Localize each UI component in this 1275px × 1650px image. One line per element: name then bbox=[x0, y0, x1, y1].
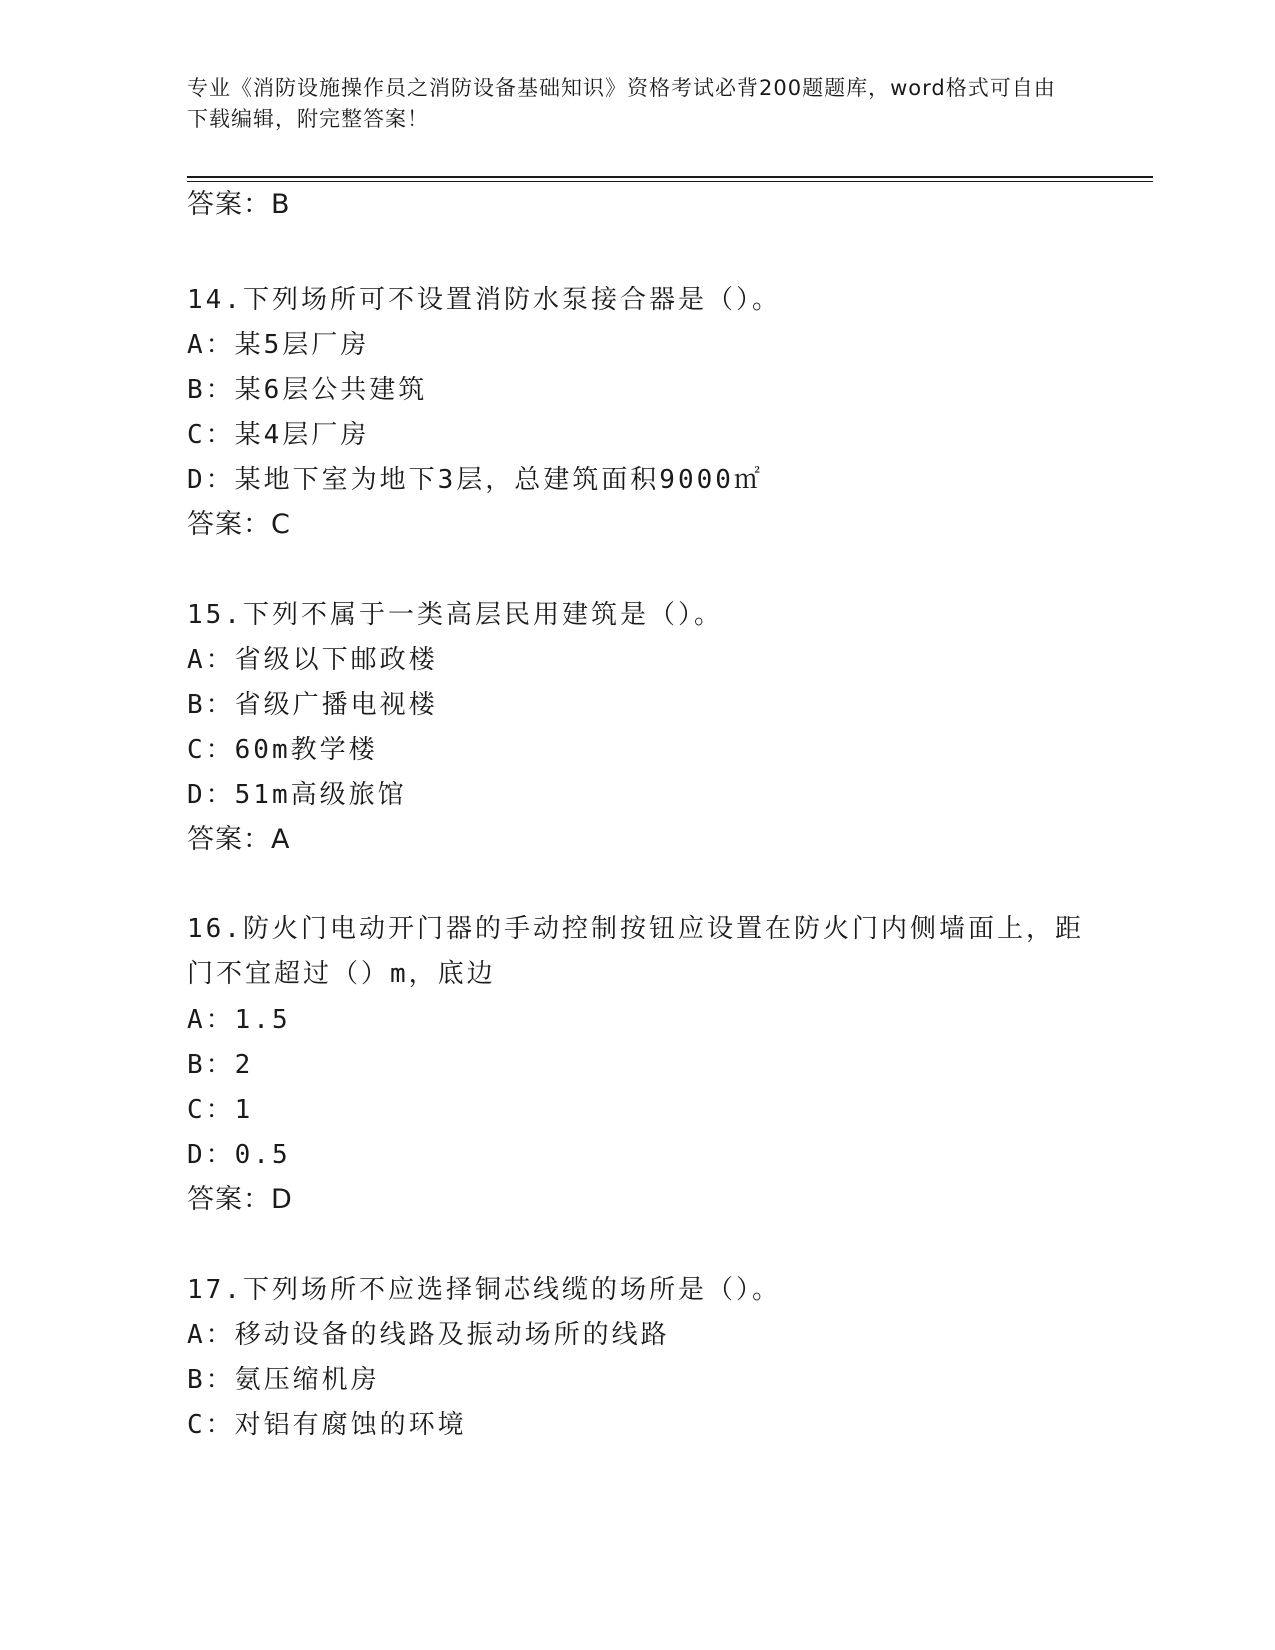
question-15-option-a: A：省级以下邮政楼 bbox=[187, 645, 438, 675]
header-divider bbox=[187, 176, 1153, 178]
question-15-answer: 答案：A bbox=[187, 824, 291, 855]
question-15-stem: 15.下列不属于一类高层民用建筑是（）。 bbox=[187, 600, 723, 630]
question-15-option-b: B：省级广播电视楼 bbox=[187, 690, 438, 720]
question-17-stem: 17.下列场所不应选择铜芯线缆的场所是（）。 bbox=[187, 1275, 781, 1305]
question-15-option-d: D：51m高级旅馆 bbox=[187, 780, 407, 810]
question-17-option-b: B：氨压缩机房 bbox=[187, 1365, 380, 1395]
question-14-stem: 14.下列场所可不设置消防水泵接合器是（）。 bbox=[187, 285, 781, 315]
question-14-answer: 答案：C bbox=[187, 509, 291, 540]
question-16-option-d: D：0.5 bbox=[187, 1140, 291, 1170]
question-14-option-b: B：某6层公共建筑 bbox=[187, 375, 428, 405]
question-16-option-a: A：1.5 bbox=[187, 1005, 291, 1035]
question-14-option-c: C：某4层厂房 bbox=[187, 420, 370, 450]
question-14-option-d: D：某地下室为地下3层，总建筑面积9000㎡ bbox=[187, 465, 763, 495]
question-16-option-b: B：2 bbox=[187, 1050, 254, 1080]
question-14-option-a: A：某5层厂房 bbox=[187, 330, 370, 360]
header-divider-thin bbox=[187, 181, 1153, 182]
answer-13: 答案：B bbox=[187, 189, 291, 220]
question-17-option-a: A：移动设备的线路及振动场所的线路 bbox=[187, 1320, 670, 1350]
document-header: 专业《消防设施操作员之消防设备基础知识》资格考试必背200题题库，word格式可自由下载编辑，附完整答案！ bbox=[187, 76, 1056, 131]
question-16-stem: 16.防火门电动开门器的手动控制按钮应设置在防火门内侧墙面上，距门不宜超过（）m，底边 bbox=[187, 914, 1084, 989]
question-16-option-c: C：1 bbox=[187, 1095, 254, 1125]
question-15-option-c: C：60m教学楼 bbox=[187, 735, 378, 765]
question-16-answer: 答案：D bbox=[187, 1184, 293, 1215]
question-17-option-c: C：对铝有腐蚀的环境 bbox=[187, 1410, 467, 1440]
